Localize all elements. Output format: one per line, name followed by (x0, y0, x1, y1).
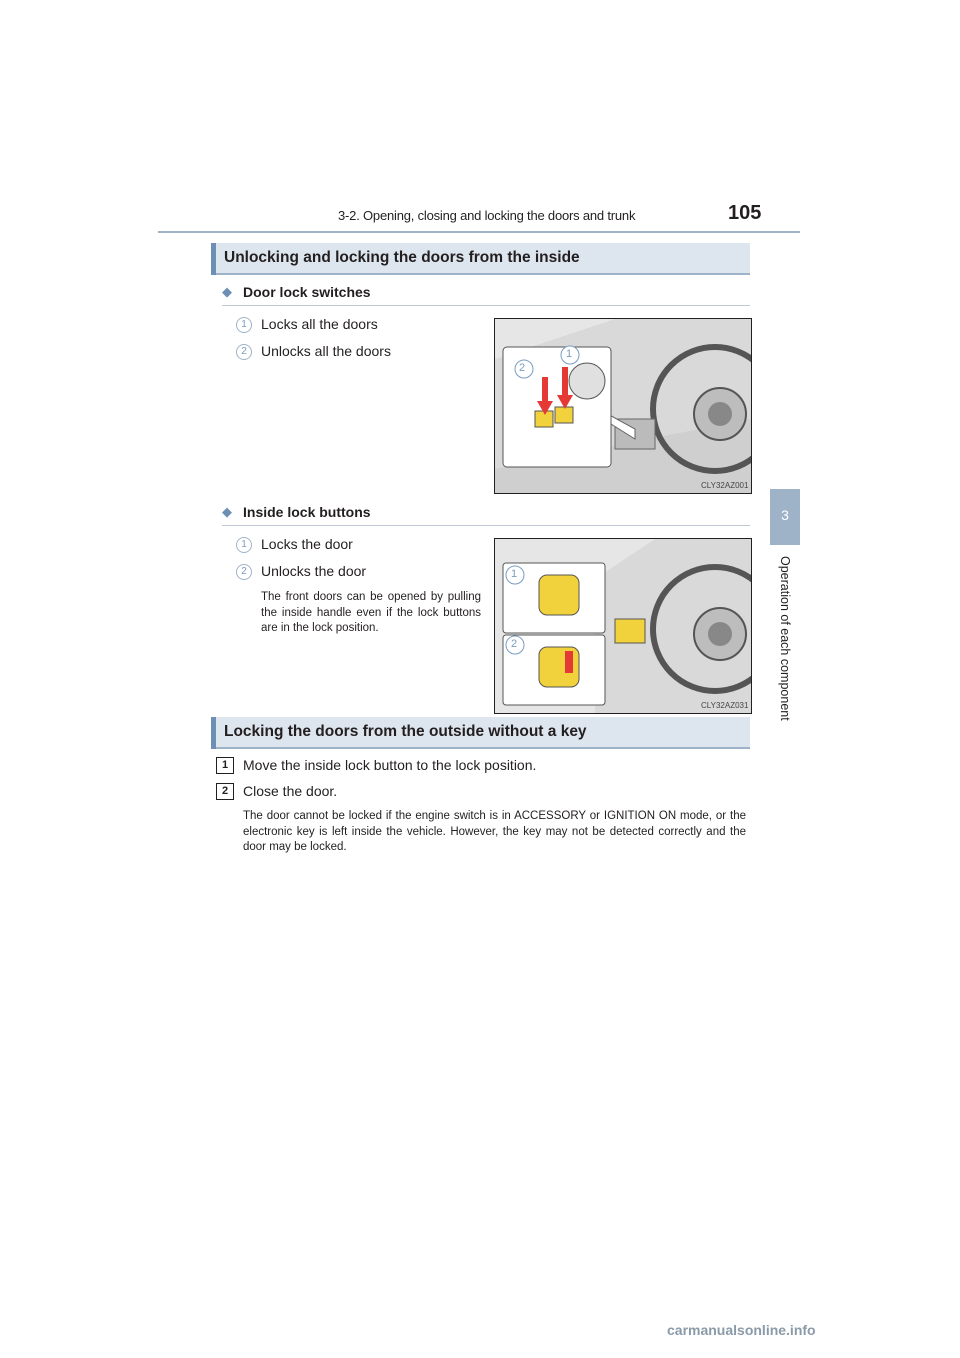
section-heading-outside-text: Locking the doors from the outside without a key (224, 723, 587, 740)
step-2-text: Close the door. (243, 783, 338, 799)
inside-lock-button-illustration (494, 538, 752, 714)
subheading-inside-lock-buttons-text: Inside lock buttons (243, 504, 371, 520)
figure2-callout-2: 2 (511, 638, 518, 650)
section-heading-inside-text: Unlocking and locking the doors from the inside (224, 249, 580, 266)
item-unlocks-door: Unlocks the door (261, 563, 367, 579)
step-1-text: Move the inside lock button to the lock position. (243, 757, 537, 773)
diamond-icon: ◆ (222, 504, 232, 519)
step-number-2: 2 (216, 783, 234, 800)
section-heading-outside (211, 717, 750, 749)
callout-number-2: 2 (236, 344, 252, 360)
diamond-icon: ◆ (222, 284, 232, 299)
outside-lock-note: The door cannot be locked if the engine switch is in ACCESSORY or IGNITION ON mode, or the electronic key is left inside the vehicle. However, the key may not be detected correctly and the door may be locked. (243, 810, 746, 853)
page-number: 105 (728, 202, 762, 224)
chapter-header: 3-2. Opening, closing and locking the doors and trunk (338, 208, 636, 223)
subheading-door-lock-switches (222, 283, 750, 306)
item-locks-door: Locks the door (261, 536, 353, 552)
item-locks-all-doors: Locks all the doors (261, 316, 378, 332)
door-lock-switch-illustration (494, 318, 752, 494)
watermark: carmanualsonline.info (667, 1322, 816, 1338)
chapter-side-label-text: Operation of each component (778, 556, 792, 721)
callout-number-1: 1 (236, 317, 252, 333)
step-number-1: 1 (216, 757, 234, 774)
figure1-callout-1: 1 (566, 348, 573, 360)
callout-number-1: 1 (236, 537, 252, 553)
chapter-tab-number: 3 (781, 507, 789, 523)
item-unlocks-all-doors: Unlocks all the doors (261, 343, 391, 359)
inside-lock-button-drawing (495, 539, 751, 713)
subheading-door-lock-switches-text: Door lock switches (243, 284, 371, 300)
subheading-inside-lock-buttons (222, 503, 750, 526)
figure2-callout-1: 1 (511, 568, 518, 580)
chapter-side-label (770, 556, 800, 756)
figure1-code: CLY32AZ001 (701, 481, 749, 490)
section-heading-inside (211, 243, 750, 275)
header-rule (158, 231, 800, 233)
door-lock-switch-drawing (495, 319, 751, 493)
callout-number-2: 2 (236, 564, 252, 580)
inside-lock-note: The front doors can be opened by pulling the inside handle even if the lock buttons are in the lock position. (261, 591, 481, 634)
figure2-code: CLY32AZ031 (701, 701, 749, 710)
figure1-callout-2: 2 (519, 362, 526, 374)
chapter-tab (770, 489, 800, 545)
